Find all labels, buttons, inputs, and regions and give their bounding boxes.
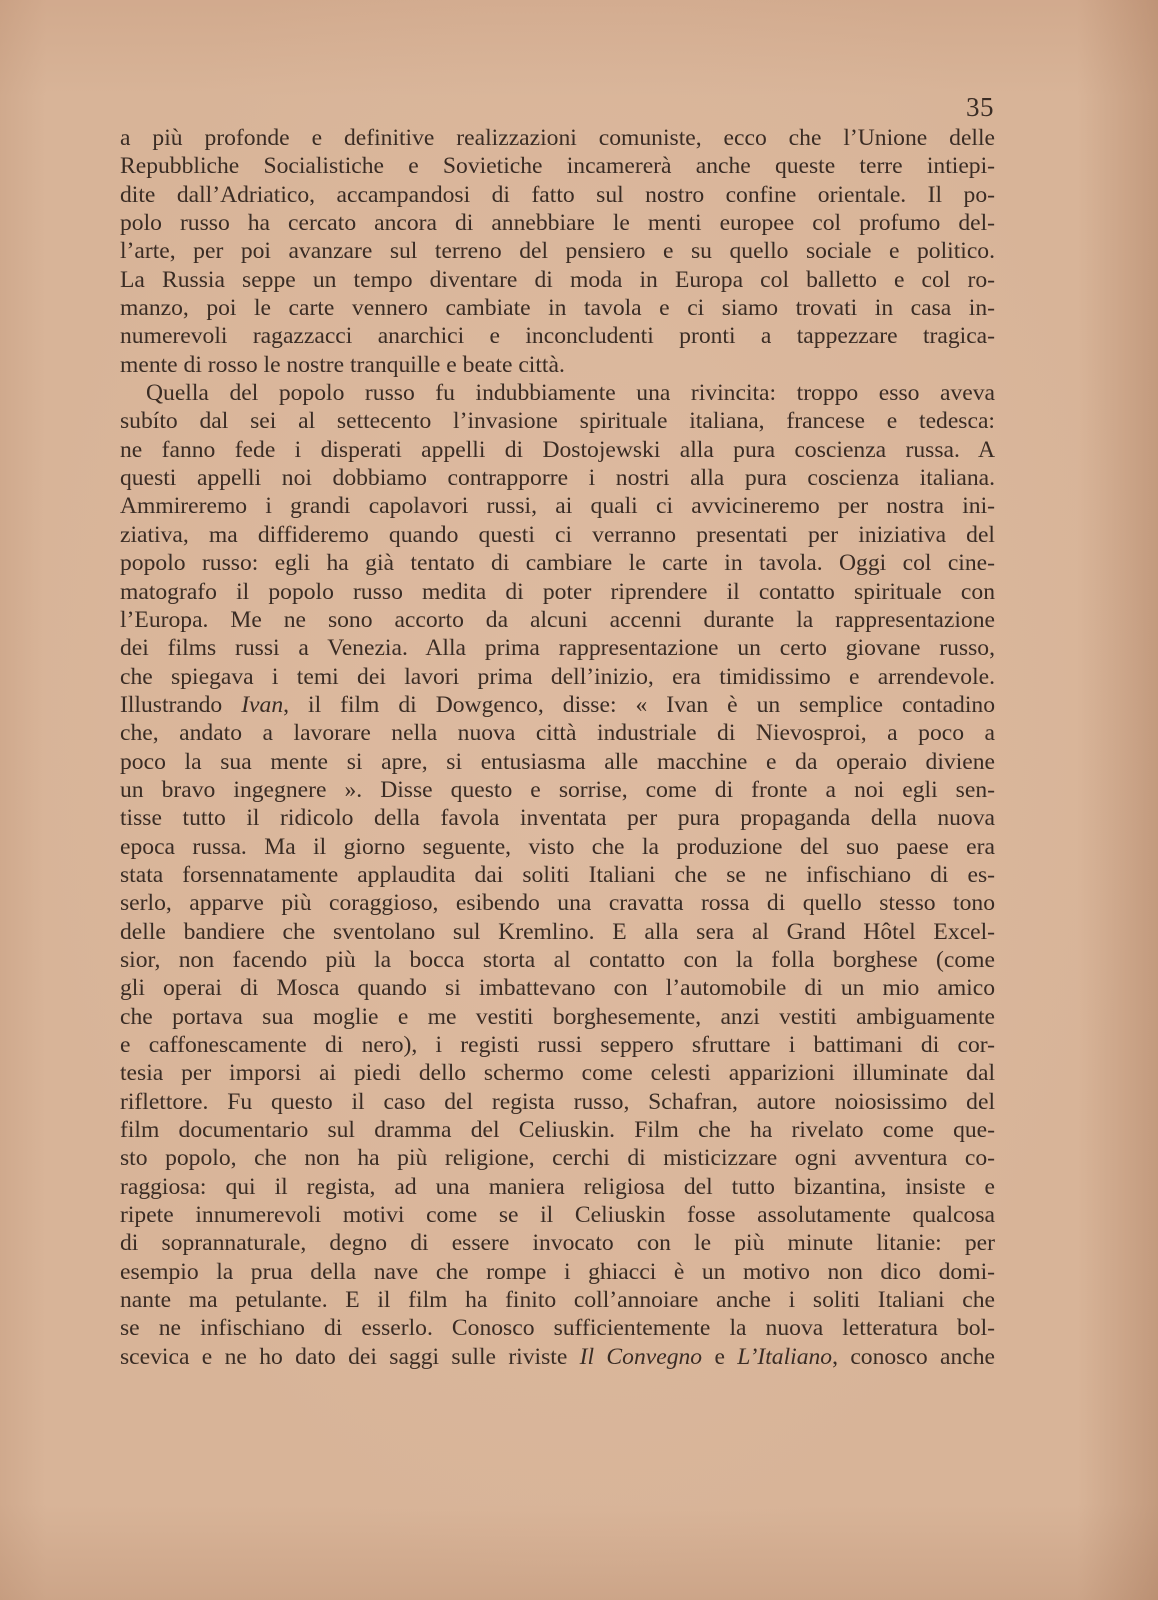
text-line: manzo, poi le carte vennero cambiate in tavola e ci siamo trovati in casa in-: [120, 295, 995, 322]
text-segment: Illustrando: [120, 691, 242, 718]
italic-title: Ivan: [241, 691, 284, 718]
text-line: e caffonescamente di nero), i registi russi seppero sfruttare i battimani di cor-: [120, 1032, 995, 1058]
text-line: l’arte, per poi avanzare sul terreno del pensiero e su quello sociale e politico.: [120, 238, 995, 265]
text-line: subíto dal sei al settecento l’invasione spirituale italiana, francese e tedesca:: [120, 408, 995, 435]
text-segment: e: [702, 1343, 738, 1370]
text-line: stata forsennatamente applaudita dai soliti Italiani che se ne infischiano di es-: [120, 861, 995, 888]
text-line: [120, 691, 995, 719]
text-line: di soprannaturale, degno di essere invocato con le più minute litanie: per: [120, 1230, 995, 1257]
text-line: matografo il popolo russo medita di poter riprendere il contatto spirituale con: [120, 578, 995, 605]
text-line: poco la sua mente si apre, si entusiasma alle macchine e da operaio diviene: [120, 748, 995, 775]
text-line: sto popolo, che non ha più religione, cerchi di misticizzare ogni avventura co-: [120, 1145, 995, 1172]
body-text: [120, 124, 995, 1371]
text-line: Repubbliche Socialistiche e Sovietiche incamererà anche queste terre intiepi-: [120, 153, 995, 180]
text-line: ziativa, ma diffideremo quando questi ci verranno presentati per iniziativa del: [120, 521, 995, 548]
text-segment: , il film di Dowgenco, disse: « Ivan è un semplice contadino: [283, 691, 995, 718]
text-line: numerevoli ragazzacci anarchici e inconcludenti pronti a tappezzare tragica-: [120, 323, 995, 350]
text-line: a più profonde e definitive realizzazioni comuniste, ecco che l’Unione delle: [120, 125, 995, 151]
text-line: film documentario sul dramma del Celiuskin. Film che ha rivelato come que-: [120, 1117, 995, 1144]
text-line: riflettore. Fu questo il caso del regista russo, Schafran, autore noiosissimo del: [120, 1088, 995, 1115]
text-line: mente di rosso le nostre tranquille e beate città.: [120, 351, 565, 378]
text-line: La Russia seppe un tempo diventare di moda in Europa col balletto e col ro-: [120, 266, 995, 293]
text-line: tesia per imporsi ai piedi dello schermo come celesti apparizioni illuminate dal: [120, 1060, 995, 1087]
text-line: Ammireremo i grandi capolavori russi, ai quali ci avvicineremo per nostra ini-: [120, 493, 995, 520]
text-segment: , conosco anche: [832, 1343, 995, 1370]
italic-title: Il Convegno: [579, 1343, 703, 1370]
text-line: che portava sua moglie e me vestiti borghesemente, anzi vestiti ambiguamente: [120, 1003, 995, 1030]
text-line: questi appelli noi dobbiamo contrapporre i nostri alla pura coscienza italiana.: [120, 465, 995, 492]
text-line: raggiosa: qui il regista, ad una maniera religiosa del tutto bizantina, insiste e: [120, 1173, 995, 1200]
text-segment: scevica e ne ho dato dei saggi sulle riviste: [120, 1343, 580, 1370]
page-number: 35: [966, 92, 994, 122]
text-line: polo russo ha cercato ancora di annebbiare le menti europee col profumo del-: [120, 210, 995, 237]
text-line: sior, non facendo più la bocca storta al contatto con la folla borghese (come: [120, 946, 995, 973]
text-line: delle bandiere che sventolano sul Kremlino. E alla sera al Grand Hôtel Excel-: [120, 918, 995, 945]
text-line: tisse tutto il ridicolo della favola inventata per pura propaganda della nuova: [120, 805, 995, 832]
text-line: ne fanno fede i disperati appelli di Dostojewski alla pura coscienza russa. A: [120, 436, 995, 463]
text-line: popolo russo: egli ha già tentato di cambiare le carte in tavola. Oggi col cine-: [120, 550, 995, 577]
text-line: dei films russi a Venezia. Alla prima rappresentazione un certo giovane russo,: [120, 635, 995, 662]
text-line: se ne infischiano di esserlo. Conosco sufficientemente la nuova letteratura bol-: [120, 1315, 995, 1342]
text-line: serlo, apparve più coraggioso, esibendo una cravatta rossa di quello stesso tono: [120, 890, 995, 917]
text-line: epoca russa. Ma il giorno seguente, visto che la produzione del suo paese era: [120, 833, 995, 860]
text-line: un bravo ingegnere ». Disse questo e sorrise, come di fronte a noi egli sen-: [120, 776, 995, 803]
text-line: dite dall’Adriatico, accampandosi di fatto sul nostro confine orientale. Il po-: [120, 181, 995, 208]
italic-title: L’Italiano: [737, 1343, 833, 1370]
text-line: esempio la prua della nave che rompe i ghiacci è un motivo non dico domi-: [120, 1258, 995, 1285]
text-line: l’Europa. Me ne sono accorto da alcuni accenni durante la rappresentazione: [120, 606, 995, 633]
text-line: che, andato a lavorare nella nuova città industriale di Nievosproi, a poco a: [120, 720, 995, 747]
text-line: gli operai di Mosca quando si imbattevano con l’automobile di un mio amico: [120, 975, 995, 1002]
text-line: nante ma petulante. E il film ha finito coll’annoiare anche i soliti Italiani che: [120, 1287, 995, 1314]
text-line: Quella del popolo russo fu indubbiamente una rivincita: troppo esso aveva: [146, 380, 995, 407]
text-line: che spiegava i temi dei lavori prima dell’inizio, era timidissimo e arrendevole.: [120, 663, 995, 690]
text-line: ripete innumerevoli motivi come se il Celiuskin fosse assolutamente qualcosa: [120, 1202, 995, 1229]
text-line: [120, 1343, 995, 1371]
